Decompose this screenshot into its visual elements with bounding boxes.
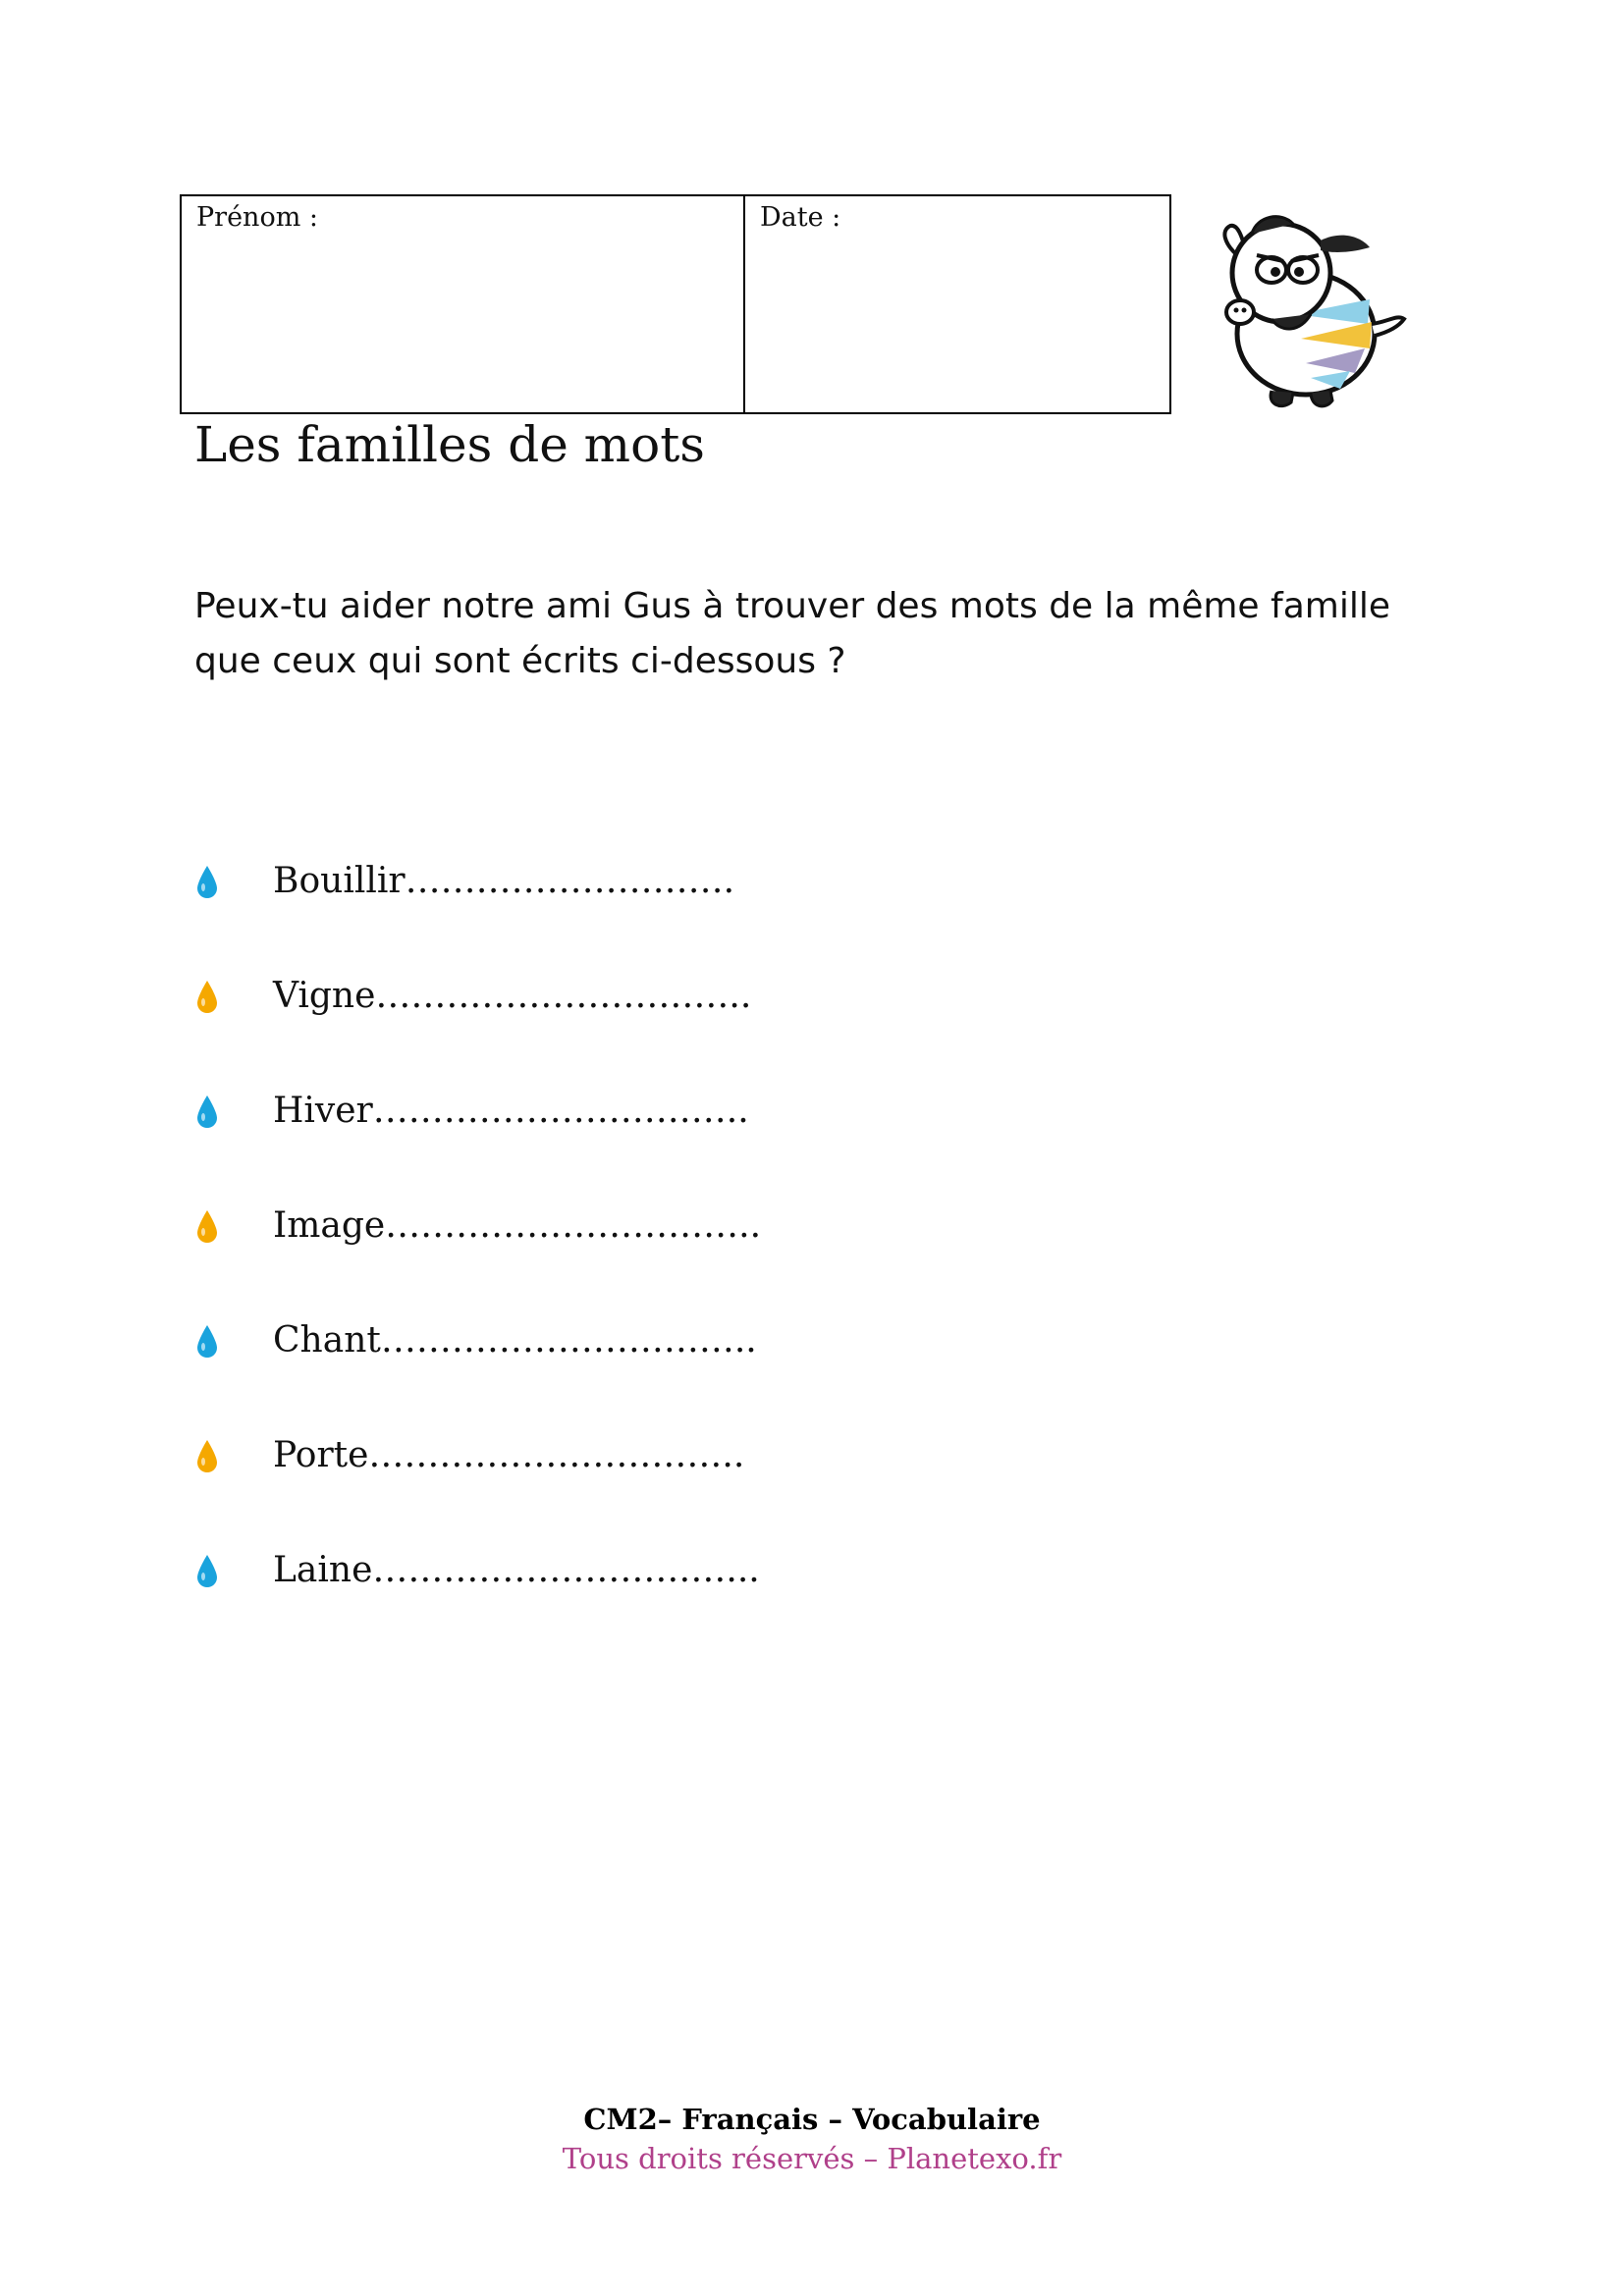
list-item (194, 1084, 761, 1199)
date-field[interactable] (745, 196, 1169, 412)
instructions (194, 579, 1471, 689)
instruction-line-2: que ceux qui sont écrits ci-dessous ? (194, 641, 846, 681)
instruction-line-1: Peux-tu aider notre ami Gus à trouver des mots de la même famille (194, 586, 1390, 626)
list-item (194, 1428, 761, 1543)
prenom-label: Prénom : (196, 202, 318, 233)
word-answer-line[interactable]: Bouillir………………………. (273, 861, 735, 901)
blue-drop-icon (194, 1553, 220, 1588)
orange-drop-icon (194, 979, 220, 1014)
word-answer-line[interactable]: Chant………………………….. (273, 1320, 757, 1361)
list-item (194, 1313, 761, 1428)
orange-drop-icon (194, 1208, 220, 1244)
worksheet-title: Les familles de mots (194, 416, 705, 473)
blue-drop-icon (194, 864, 220, 899)
blue-drop-icon (194, 1323, 220, 1359)
footer-subject: CM2– Français – Vocabulaire (583, 2103, 1041, 2136)
student-info-box (180, 194, 1171, 414)
list-item (194, 1543, 761, 1658)
list-item (194, 969, 761, 1084)
prenom-field[interactable] (182, 196, 745, 412)
footer-rights-link[interactable]: Tous droits réservés – Planetexo.fr (562, 2142, 1062, 2175)
word-answer-line[interactable]: Laine…………………………... (273, 1550, 760, 1590)
list-item (194, 1199, 761, 1313)
list-item (194, 854, 761, 969)
orange-drop-icon (194, 1438, 220, 1473)
word-answer-line[interactable]: Vigne………………………….. (273, 976, 752, 1016)
word-answer-line[interactable]: Image………………………….. (273, 1205, 762, 1246)
gus-mascot-illustration (1203, 196, 1419, 417)
word-answer-line[interactable]: Porte………………………….. (273, 1435, 745, 1475)
word-list (194, 854, 761, 1658)
word-answer-line[interactable]: Hiver………………………….. (273, 1091, 749, 1131)
blue-drop-icon (194, 1094, 220, 1129)
date-label: Date : (760, 202, 841, 233)
